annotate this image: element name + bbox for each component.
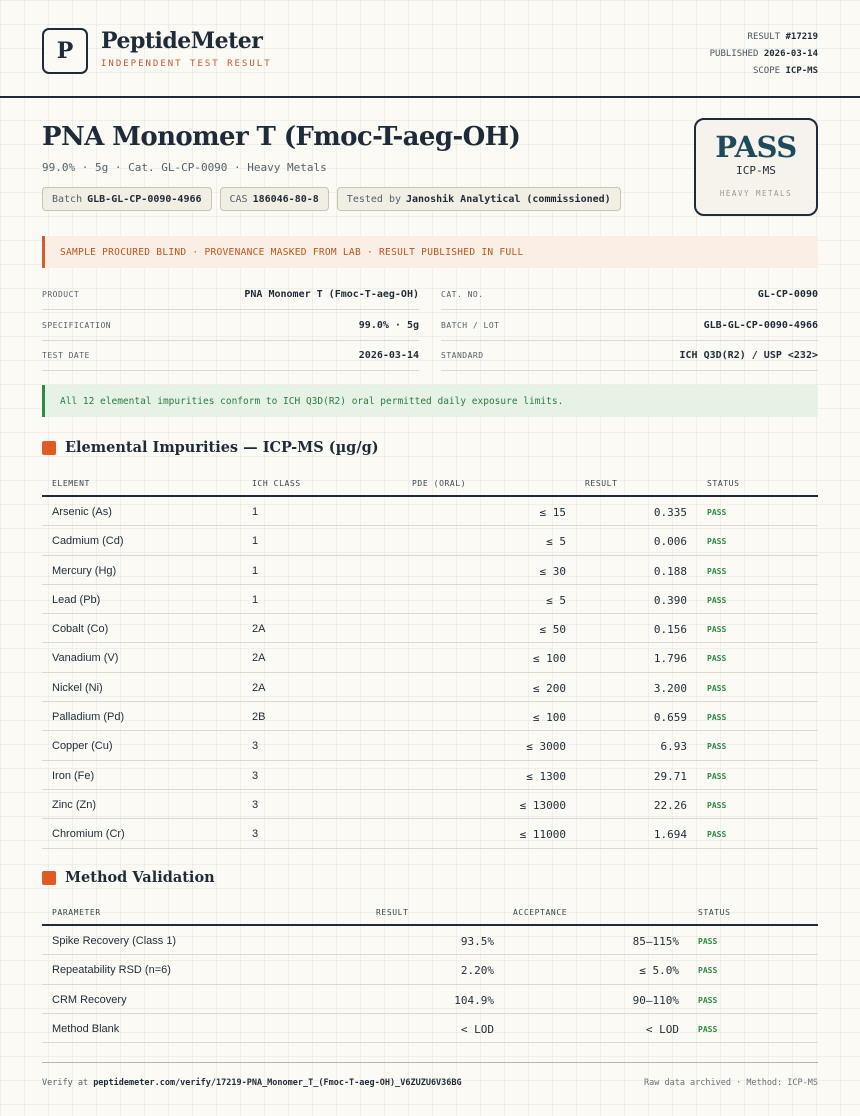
impurities-table-body	[42, 497, 818, 849]
element-name: Zinc (Zn)	[52, 798, 96, 811]
result-value: 0.335	[653, 506, 687, 519]
col-pde: PDE (ORAL)	[412, 479, 467, 488]
ich-class: 2A	[252, 681, 266, 694]
ich-class: 3	[252, 798, 259, 811]
field-value: GLB-GL-CP-0090-4966	[703, 320, 818, 331]
impurity-row	[42, 614, 818, 643]
result-value: 2.20%	[460, 964, 494, 978]
published-label: PUBLISHED	[709, 49, 759, 59]
field-value: PNA Monomer T (Fmoc-T-aeg-OH)	[244, 289, 419, 300]
status-badge: PASS	[698, 937, 718, 946]
element-name: Nickel (Ni)	[52, 681, 103, 694]
verdict-badge	[694, 118, 818, 216]
batch-chip-label: Batch	[52, 193, 83, 205]
field-value: ICH Q3D(R2) / USP <232>	[679, 350, 818, 361]
logo-mark: P	[42, 28, 88, 74]
impurity-row	[42, 643, 818, 672]
impurity-row	[42, 819, 818, 848]
element-name: Cobalt (Co)	[52, 623, 109, 636]
scope-line	[710, 63, 818, 80]
published-line	[710, 46, 818, 63]
status-badge: PASS	[707, 742, 727, 752]
result-id-label: RESULT	[747, 32, 781, 42]
result-value: < LOD	[460, 1022, 494, 1036]
page-header	[0, 0, 860, 98]
cas-chip-label: CAS	[229, 193, 248, 205]
validation-row	[42, 955, 818, 984]
validation-table	[42, 898, 818, 1043]
verdict-word: PASS	[715, 130, 797, 164]
field-value: 2026-03-14	[358, 350, 419, 361]
element-name: Lead (Pb)	[52, 593, 101, 606]
acceptance-range: 90–110%	[632, 993, 679, 1007]
parameter-name: Spike Recovery (Class 1)	[52, 935, 177, 947]
field-test-date	[42, 341, 419, 371]
impurity-row	[42, 702, 818, 731]
status-badge: PASS	[698, 966, 718, 976]
pde-limit: ≤ 3000	[526, 740, 566, 754]
impurities-table-header	[42, 469, 818, 497]
verdict-method: ICP-MS	[736, 164, 776, 177]
status-badge: PASS	[707, 537, 727, 547]
field-label: CAT. NO.	[441, 290, 484, 299]
acceptance-range: 85–115%	[632, 935, 679, 948]
field-label: STANDARD	[441, 351, 484, 360]
ich-class: 1	[252, 506, 259, 518]
pde-limit: ≤ 1300	[526, 769, 566, 783]
conformance-notice: All 12 elemental impurities conform to ICH Q3D(R2) oral permitted daily exposure limits.	[42, 385, 818, 417]
brand-tagline: INDEPENDENT TEST RESULT	[101, 59, 272, 69]
field-value: 99.0% · 5g	[358, 320, 419, 331]
status-badge: PASS	[707, 625, 727, 635]
field-specification	[42, 311, 419, 341]
product-subtitle: 99.0% · 5g · Cat. GL-CP-0090 · Heavy Metals	[42, 161, 327, 174]
status-badge: PASS	[707, 800, 727, 810]
result-meta	[710, 29, 818, 80]
ich-class: 1	[252, 535, 259, 548]
scope-label: SCOPE	[752, 66, 781, 76]
ich-class: 2A	[252, 623, 266, 636]
parameter-name: CRM Recovery	[52, 993, 127, 1006]
parameter-name: Method Blank	[52, 1022, 120, 1035]
pde-limit: ≤ 15	[539, 506, 566, 519]
element-name: Vanadium (V)	[52, 652, 119, 665]
element-name: Palladium (Pd)	[52, 711, 125, 724]
pde-limit: ≤ 5	[546, 593, 566, 607]
pde-limit: ≤ 100	[532, 711, 566, 725]
procurement-notice: SAMPLE PROCURED BLIND · PROVENANCE MASKED FROM LAB · RESULT PUBLISHED IN FULL	[42, 236, 818, 268]
ich-class: 3	[252, 769, 259, 782]
status-badge: PASS	[707, 713, 727, 723]
result-value: 0.006	[653, 535, 687, 549]
pde-limit: ≤ 5	[546, 535, 566, 549]
result-value: 93.5%	[460, 935, 494, 948]
field-cat-no	[441, 280, 818, 310]
ich-class: 1	[252, 593, 259, 606]
result-id-value: #17219	[785, 32, 818, 42]
validation-row	[42, 1014, 818, 1043]
ich-class: 3	[252, 828, 259, 841]
ich-class: 1	[252, 564, 259, 577]
status-badge: PASS	[707, 771, 727, 781]
field-product	[42, 280, 419, 310]
cas-chip	[220, 187, 329, 211]
validation-heading	[42, 869, 215, 886]
result-value: 104.9%	[454, 993, 494, 1007]
impurity-row	[42, 526, 818, 555]
field-batch-lot	[441, 311, 818, 341]
result-value: 1.694	[653, 828, 687, 842]
element-name: Iron (Fe)	[52, 769, 95, 782]
product-chips	[42, 187, 621, 211]
field-label: PRODUCT	[42, 290, 80, 299]
tested-by-chip-label: Tested by	[346, 193, 401, 205]
status-badge: PASS	[698, 995, 718, 1005]
validation-table-header	[42, 898, 818, 926]
section-marker-icon	[42, 441, 56, 455]
ich-class: 2A	[252, 652, 266, 665]
scope-value: ICP-MS	[785, 66, 818, 76]
result-value: 3.200	[653, 681, 687, 695]
validation-heading-text: Method Validation	[65, 869, 215, 886]
pde-limit: ≤ 100	[532, 652, 566, 666]
col-status: STATUS	[698, 908, 731, 917]
impurities-heading	[42, 439, 379, 456]
result-id-line	[710, 29, 818, 46]
pde-limit: ≤ 50	[539, 623, 566, 637]
published-value: 2026-03-14	[763, 49, 818, 59]
result-value: 0.390	[653, 593, 687, 607]
result-value: 0.188	[653, 564, 687, 578]
element-name: Copper (Cu)	[52, 740, 113, 753]
validation-table-body	[42, 926, 818, 1043]
status-badge: PASS	[707, 566, 727, 576]
element-name: Mercury (Hg)	[52, 564, 117, 577]
impurities-table	[42, 469, 818, 849]
status-badge: PASS	[707, 654, 727, 664]
brand-name: PeptideMeter	[101, 28, 263, 54]
col-status: STATUS	[707, 479, 740, 488]
col-result: RESULT	[376, 908, 409, 917]
impurities-heading-text: Elemental Impurities — ICP-MS (µg/g)	[65, 439, 379, 456]
status-badge: PASS	[698, 1024, 718, 1034]
col-acceptance: ACCEPTANCE	[513, 908, 568, 917]
ich-class: 2B	[252, 711, 266, 724]
impurity-row	[42, 556, 818, 585]
impurity-row	[42, 585, 818, 614]
verify-prefix: Verify at	[42, 1078, 89, 1088]
field-standard	[441, 341, 818, 371]
status-badge: PASS	[707, 595, 727, 605]
page-footer	[42, 1062, 818, 1103]
acceptance-range: < LOD	[645, 1022, 679, 1036]
result-value: 22.26	[653, 798, 687, 812]
result-value: 0.156	[653, 623, 687, 637]
col-element: ELEMENT	[52, 479, 90, 488]
col-parameter: PARAMETER	[52, 908, 101, 917]
tested-by-chip-value: Janoshik Analytical (commissioned)	[405, 193, 611, 205]
batch-chip-value: GLB-GL-CP-0090-4966	[87, 193, 202, 205]
status-badge: PASS	[707, 830, 727, 840]
field-label: BATCH / LOT	[441, 321, 500, 330]
result-value: 6.93	[660, 740, 687, 754]
section-marker-icon	[42, 871, 56, 885]
parameter-name: Repeatability RSD (n=6)	[52, 964, 171, 977]
acceptance-range: ≤ 5.0%	[639, 964, 679, 978]
result-value: 0.659	[653, 711, 687, 725]
ich-class: 3	[252, 740, 259, 753]
element-name: Arsenic (As)	[52, 506, 112, 518]
status-badge: PASS	[707, 683, 727, 693]
impurity-row	[42, 731, 818, 760]
field-value: GL-CP-0090	[757, 289, 818, 300]
cas-chip-value: 186046-80-8	[252, 193, 319, 205]
pde-limit: ≤ 13000	[519, 798, 566, 812]
impurity-row	[42, 673, 818, 702]
impurity-row	[42, 497, 818, 526]
col-result: RESULT	[585, 479, 618, 488]
impurity-row	[42, 790, 818, 819]
status-badge: PASS	[707, 508, 727, 517]
batch-chip	[42, 187, 212, 211]
field-label: TEST DATE	[42, 351, 90, 360]
impurity-row	[42, 761, 818, 790]
validation-row	[42, 985, 818, 1014]
footer-note: Raw data archived · Method: ICP-MS	[644, 1078, 818, 1088]
result-value: 1.796	[653, 652, 687, 666]
element-name: Chromium (Cr)	[52, 828, 125, 841]
field-label: SPECIFICATION	[42, 321, 112, 330]
pde-limit: ≤ 30	[539, 564, 566, 578]
result-value: 29.71	[653, 769, 687, 783]
validation-row	[42, 926, 818, 955]
element-name: Cadmium (Cd)	[52, 535, 124, 548]
verdict-scope: HEAVY METALS	[719, 189, 793, 198]
product-title: PNA Monomer T (Fmoc-T-aeg-OH)	[42, 122, 521, 152]
tested-by-chip	[337, 187, 621, 211]
pde-limit: ≤ 11000	[519, 828, 566, 842]
verify-link[interactable]: peptidemeter.com/verify/17219-PNA_Monomer_T_(Fmoc-T-aeg-OH)_V6ZUZU6V36BG	[93, 1078, 462, 1088]
pde-limit: ≤ 200	[532, 681, 566, 695]
col-ich-class: ICH CLASS	[252, 479, 301, 488]
verify-line	[42, 1078, 462, 1088]
